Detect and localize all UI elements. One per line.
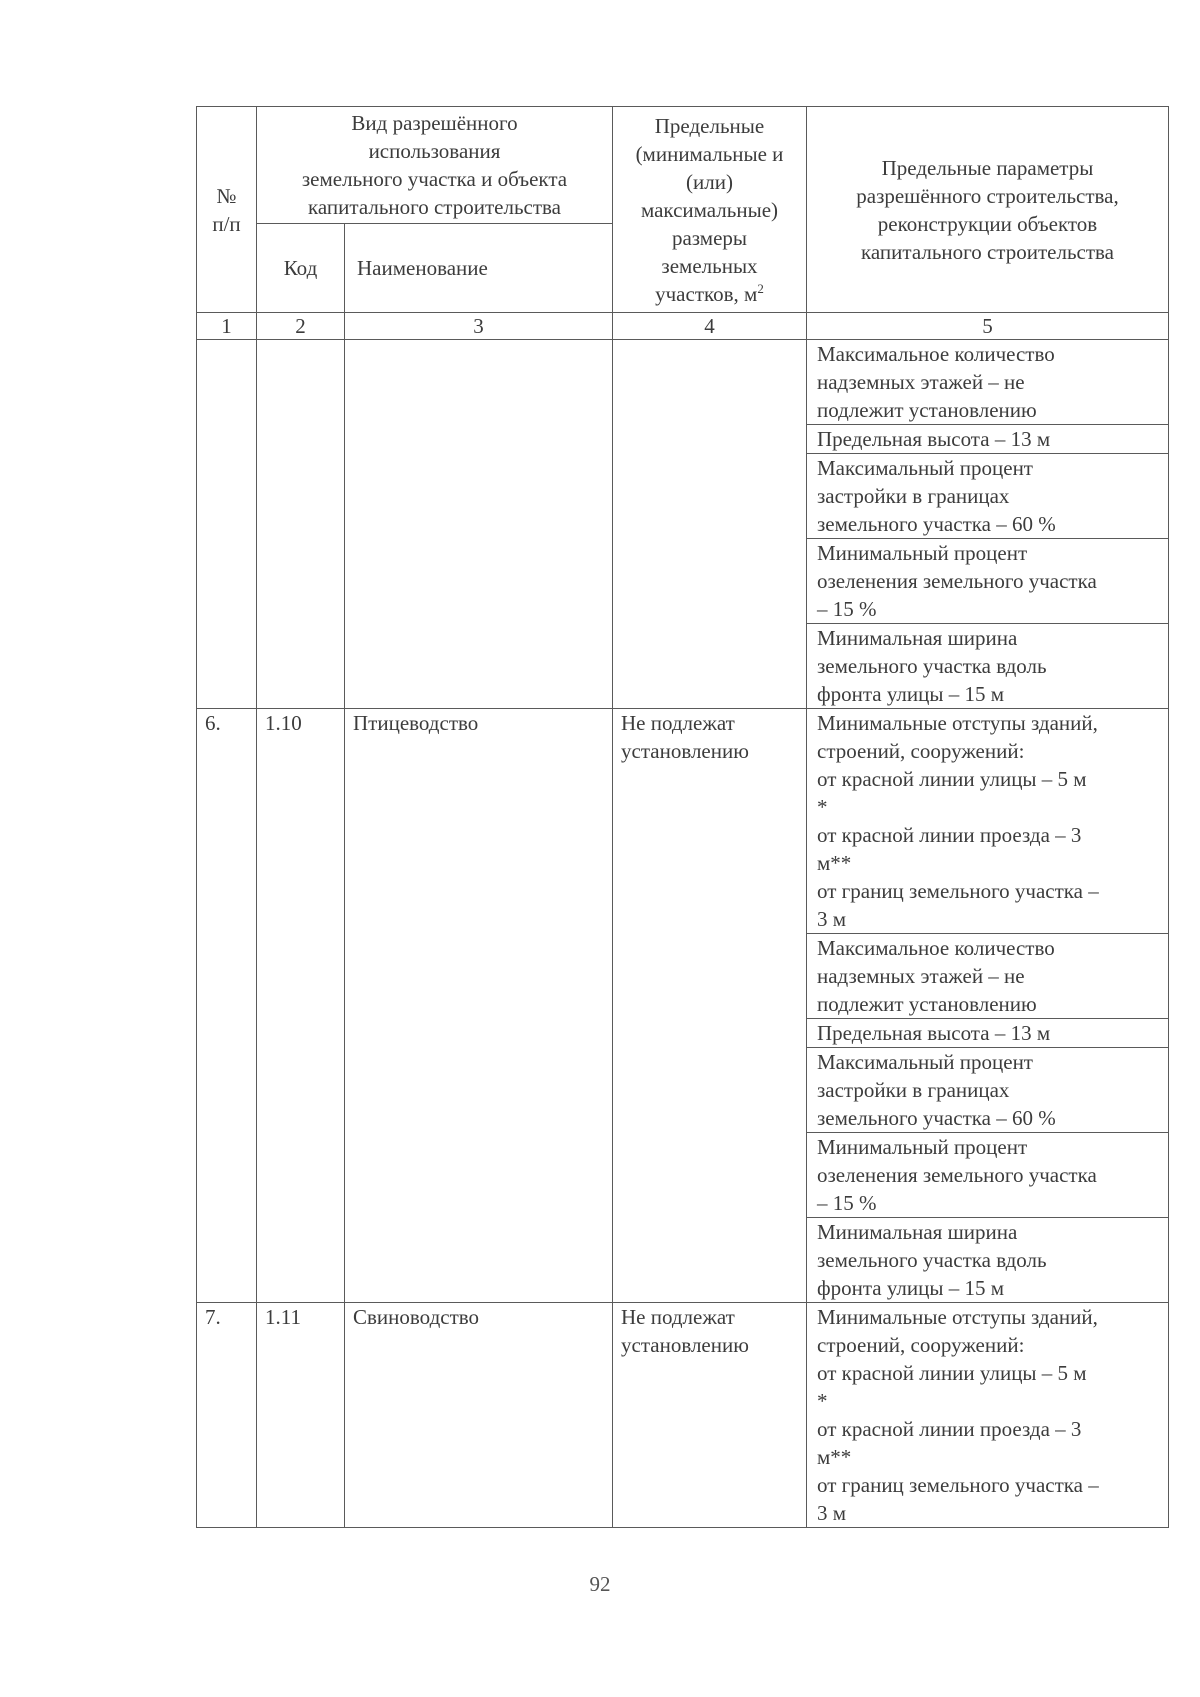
column-number: 5 xyxy=(807,313,1169,340)
row-code: 1.11 xyxy=(257,1303,345,1528)
land-use-table xyxy=(196,106,1169,1528)
table-header-row xyxy=(197,107,1169,224)
param-cell: Минимальный процент озеленения земельного участка – 15 % xyxy=(807,539,1169,624)
column-number: 4 xyxy=(613,313,807,340)
column-number-row xyxy=(197,313,1169,340)
header-params: Предельные параметры разрешённого строительства, реконструкции объектов капитального строительства xyxy=(807,107,1169,313)
param-cell: Максимальное количество надземных этажей – не подлежит установлению xyxy=(807,934,1169,1019)
param-cell: Минимальный процент озеленения земельного участка – 15 % xyxy=(807,1133,1169,1218)
row-code: 1.10 xyxy=(257,709,345,1303)
table-row xyxy=(197,340,1169,425)
header-name: Наименование xyxy=(345,224,613,313)
column-number: 2 xyxy=(257,313,345,340)
row-name: Птицеводство xyxy=(345,709,613,1303)
row-name: Свиноводство xyxy=(345,1303,613,1528)
header-code: Код xyxy=(257,224,345,313)
header-sizes xyxy=(613,107,807,313)
param-cell: Минимальные отступы зданий, строений, сооружений: от красной линии улицы – 5 м * от красной линии проезда – 3 м** от границ земельного участка – 3 м xyxy=(807,709,1169,934)
row-sizes: Не подлежат установлению xyxy=(613,709,807,1303)
header-sizes-sup: 2 xyxy=(757,280,764,296)
param-cell: Максимальный процент застройки в границах земельного участка – 60 % xyxy=(807,454,1169,539)
table-row xyxy=(197,1303,1169,1528)
param-cell: Максимальный процент застройки в границах земельного участка – 60 % xyxy=(807,1048,1169,1133)
param-cell: Минимальная ширина земельного участка вдоль фронта улицы – 15 м xyxy=(807,624,1169,709)
page-number: 92 xyxy=(589,1572,611,1596)
row-num xyxy=(197,340,257,709)
table-row xyxy=(197,709,1169,934)
param-cell: Предельная высота – 13 м xyxy=(807,425,1169,454)
row-name xyxy=(345,340,613,709)
column-number: 3 xyxy=(345,313,613,340)
param-cell: Максимальное количество надземных этажей – не подлежит установлению xyxy=(807,340,1169,425)
header-num: № п/п xyxy=(197,107,257,313)
param-cell: Минимальная ширина земельного участка вдоль фронта улицы – 15 м xyxy=(807,1218,1169,1303)
param-cell: Минимальные отступы зданий, строений, сооружений: от красной линии улицы – 5 м * от красной линии проезда – 3 м** от границ земельного участка – 3 м xyxy=(807,1303,1169,1528)
row-sizes: Не подлежат установлению xyxy=(613,1303,807,1528)
row-num: 6. xyxy=(197,709,257,1303)
row-num: 7. xyxy=(197,1303,257,1528)
column-number: 1 xyxy=(197,313,257,340)
row-sizes xyxy=(613,340,807,709)
header-use-type: Вид разрешённого использования земельного участка и объекта капитального строительства xyxy=(257,107,613,224)
param-cell: Предельная высота – 13 м xyxy=(807,1019,1169,1048)
row-code xyxy=(257,340,345,709)
header-sizes-text: Предельные (минимальные и (или) максимальные) размеры земельных участков, м xyxy=(635,113,784,306)
